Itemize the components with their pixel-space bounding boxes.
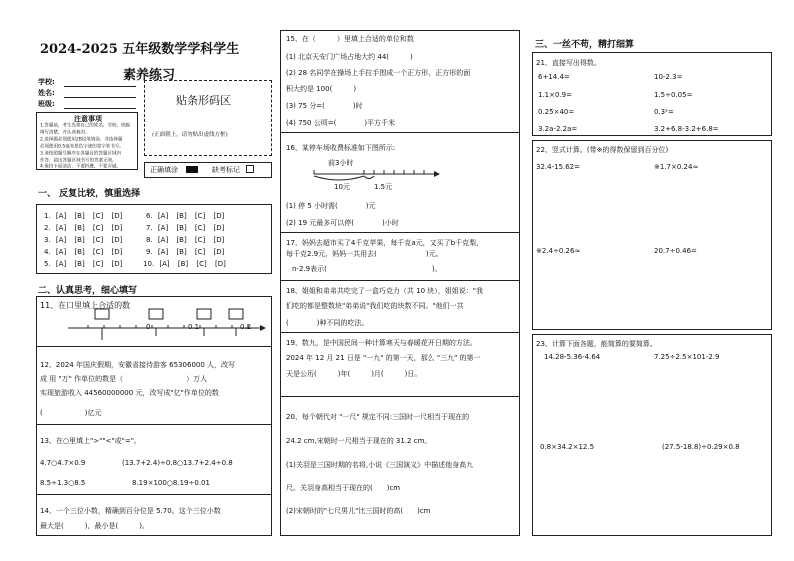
barcode-label: 贴条形码区 bbox=[176, 94, 231, 107]
q13-item-2[interactable]: (13.7+2.4)÷0.8○13.7+2.4÷0.8 bbox=[122, 459, 233, 467]
note-line: 必须使用0.5毫米黑色字迹的签字笔书写。 bbox=[40, 144, 124, 149]
q15-divider bbox=[280, 132, 520, 133]
q11-title: 11、在口里填上合适的数 bbox=[40, 301, 131, 310]
q17-line: n-2.9表示( )。 bbox=[292, 265, 442, 273]
choice-number: 1. bbox=[44, 212, 51, 220]
q13-item-3[interactable]: 8.5÷1.3○8.5 bbox=[40, 479, 86, 487]
choice-d: [D] bbox=[111, 248, 123, 256]
section2-title: 二、认真思考，细心填写 bbox=[38, 286, 138, 296]
q12-line: ( )亿元 bbox=[40, 409, 102, 417]
q20-line: 尺。关羽身高相当于现在的( )cm bbox=[286, 484, 401, 492]
choice-c: [C] bbox=[194, 212, 206, 220]
q22-item[interactable]: ※1.7×0.24≈ bbox=[654, 163, 699, 171]
q19-line: 天是公历( )年( )月( )日。 bbox=[286, 370, 422, 378]
choice-row-2[interactable] bbox=[44, 223, 122, 233]
q15-line: 积大约是 100( ) bbox=[286, 85, 357, 93]
q20-line: (1)关羽是三国时期的名将,小说《三国演义》中描述他身高九 bbox=[286, 461, 474, 469]
choice-d: [D] bbox=[213, 224, 225, 232]
choice-row-8[interactable] bbox=[146, 235, 224, 245]
q18-line: 18、姐姐和弟弟共吃完了一盒巧克力（共 10 块），姐姐说："我 bbox=[286, 287, 483, 295]
choice-a: [A] bbox=[55, 236, 67, 244]
choice-c: [C] bbox=[92, 236, 104, 244]
field-name-line[interactable] bbox=[64, 97, 136, 98]
choice-d: [D] bbox=[111, 224, 123, 232]
q13-item-4[interactable]: 8.19×100○8.19÷0.01 bbox=[132, 479, 210, 487]
choice-row-4[interactable] bbox=[44, 247, 122, 257]
correct-fill-label: 正确填涂 bbox=[150, 166, 178, 174]
q23-item[interactable]: 14.28-5.36-4.64 bbox=[544, 353, 601, 361]
q21-item[interactable]: 10-2.3= bbox=[654, 73, 683, 81]
choice-b: [B] bbox=[74, 260, 85, 268]
field-class-line[interactable] bbox=[64, 108, 136, 109]
note-line: 2.选择题必须使用2B铅笔填涂；非选择题 bbox=[40, 137, 123, 142]
note-line: 作答，超出答题区域书写的答案无效。 bbox=[40, 158, 117, 163]
section1-title: 一、 反复比较，慎重选择 bbox=[38, 189, 141, 199]
correct-fill-sample bbox=[186, 166, 198, 173]
choice-d: [D] bbox=[111, 236, 123, 244]
q22-title: 22、竖式计算。(带※的得数保留到百分位) bbox=[536, 146, 669, 154]
q23-title: 23、计算下面各题，能简算的要简算。 bbox=[536, 340, 657, 348]
choice-a: [A] bbox=[157, 212, 169, 220]
choice-c: [C] bbox=[92, 248, 104, 256]
choice-a: [A] bbox=[55, 224, 67, 232]
choice-d: [D] bbox=[213, 236, 225, 244]
q23-box bbox=[532, 334, 772, 536]
note-line: 填写清楚，并认真核对。 bbox=[40, 130, 90, 135]
q15-line: (1) 北京天安门广场占地大约 44( ) bbox=[286, 53, 413, 61]
q12-line: 实现旅游收入 44560000000 元，改写成"亿"作单位的数 bbox=[40, 389, 219, 397]
q11-divider bbox=[36, 346, 272, 347]
q15-line: (2) 28 名同学在操场上手拉手围成一个正方形，正方形的面 bbox=[286, 69, 471, 77]
q11-tick-0.1: 0.1 bbox=[188, 323, 200, 331]
q12-divider bbox=[36, 424, 272, 425]
q14-line: 14、一个三位小数，精确到百分位是 5.70。这个三位小数 bbox=[40, 507, 221, 515]
q11-tick-0.2: 0.2 bbox=[240, 323, 252, 331]
field-name-label: 姓名: bbox=[38, 89, 55, 97]
choice-b: [B] bbox=[176, 212, 187, 220]
choice-a: [A] bbox=[55, 212, 67, 220]
choice-row-9[interactable] bbox=[146, 247, 224, 257]
q16-title: 16、某停车场收费标准如下图所示: bbox=[286, 144, 396, 152]
choice-b: [B] bbox=[176, 224, 187, 232]
note-line: 1.答题前，考生先将自己的姓名、学校、班级 bbox=[40, 123, 130, 128]
field-school-line[interactable] bbox=[64, 86, 136, 87]
q13-divider bbox=[36, 494, 272, 495]
absent-mark-label: 缺考标记 bbox=[212, 166, 240, 174]
q17-divider bbox=[280, 280, 520, 281]
choice-b: [B] bbox=[74, 224, 85, 232]
q21-item[interactable]: 1.5÷0.05= bbox=[654, 91, 693, 99]
choice-a: [A] bbox=[157, 236, 169, 244]
choice-d: [D] bbox=[214, 260, 226, 268]
q21-title: 21、直接写出得数。 bbox=[536, 59, 601, 67]
choice-d: [D] bbox=[213, 248, 225, 256]
q20-line: (2)宋朝时的"七尺男儿"比三国时的高( )cm bbox=[286, 507, 431, 515]
choice-number: 5. bbox=[44, 260, 51, 268]
choice-row-10[interactable] bbox=[143, 259, 226, 269]
q16-label-10yuan: 10元 bbox=[334, 183, 350, 191]
choice-b: [B] bbox=[74, 248, 85, 256]
q16-divider bbox=[280, 232, 520, 233]
q16-label-1.5yuan: 1.5元 bbox=[374, 183, 393, 191]
choice-a: [A] bbox=[157, 224, 169, 232]
note-line: 4.保持卡面清洁，不要折叠、不要弄破。 bbox=[40, 164, 121, 169]
choice-a: [A] bbox=[159, 260, 170, 268]
q18-line: ( )种不同的吃法。 bbox=[286, 319, 369, 327]
q21-item[interactable]: 6+14.4= bbox=[538, 73, 570, 81]
choice-c: [C] bbox=[92, 260, 104, 268]
q23-item[interactable]: 0.8×34.2×12.5 bbox=[540, 443, 595, 451]
q11-tick-0: 0 bbox=[146, 323, 151, 331]
choice-c: [C] bbox=[92, 212, 104, 220]
q14-line: 最大是( )，最小是( )。 bbox=[40, 522, 149, 530]
field-class-label: 班级: bbox=[38, 100, 55, 108]
q17-line: 每千克2.9元，妈妈一共用去( )元。 bbox=[286, 250, 443, 258]
choice-row-7[interactable] bbox=[146, 223, 224, 233]
choice-c: [C] bbox=[194, 248, 206, 256]
field-school-label: 学校: bbox=[38, 78, 55, 86]
q19-line: 2024 年 12 月 21 日是 "一九" 的第一天，那么 "三九" 的第一 bbox=[286, 354, 481, 362]
q21-item[interactable]: 0.3²= bbox=[654, 108, 674, 116]
q12-line: 12、2024 年国庆假期，安徽省接待游客 65306000 人，改写 bbox=[40, 361, 236, 369]
choice-c: [C] bbox=[196, 260, 207, 268]
q21-item[interactable]: 3.2a-2.2a= bbox=[538, 125, 578, 133]
choice-number: 9. bbox=[146, 248, 153, 256]
choice-c: [C] bbox=[194, 224, 206, 232]
choice-c: [C] bbox=[92, 224, 104, 232]
q19-line: 19、数九，是中国民间一种计算寒天与春暖花开日期的方法。 bbox=[286, 339, 477, 347]
q21-item[interactable]: 0.25×40= bbox=[538, 108, 575, 116]
q21-item[interactable]: 3.2+6.8-3.2+6.8= bbox=[654, 125, 719, 133]
choice-d: [D] bbox=[213, 212, 225, 220]
q15-line: (4) 750 公顷=( )平方千米 bbox=[286, 119, 396, 127]
q15-title: 15、在（ ）里填上合适的单位和数 bbox=[286, 35, 414, 43]
choice-row-5[interactable] bbox=[44, 259, 122, 269]
choice-a: [A] bbox=[55, 260, 67, 268]
choice-number: 10. bbox=[143, 260, 155, 268]
choice-a: [A] bbox=[55, 248, 67, 256]
note-line: 3.请按照题号顺序在各题目的答题区域内 bbox=[40, 151, 121, 156]
q20-line: 20、每个朝代对 "一尺" 规定不同:三国时一尺相当于现在的 bbox=[286, 413, 470, 421]
q18-line: 们吃的都是整数块"弟弟说"我们吃的块数不同。"他们一共 bbox=[286, 302, 464, 310]
q18-divider bbox=[280, 332, 520, 333]
q11-number-line bbox=[38, 308, 270, 344]
choice-number: 8. bbox=[146, 236, 153, 244]
q22-item[interactable]: 32.4-15.62= bbox=[536, 163, 581, 171]
q16-line: (2) 19 元最多可以停( )小时 bbox=[286, 219, 399, 227]
absent-mark-checkbox[interactable] bbox=[246, 165, 254, 173]
choice-number: 3. bbox=[44, 236, 51, 244]
choice-d: [D] bbox=[111, 212, 123, 220]
choice-row-6[interactable] bbox=[146, 211, 224, 221]
choice-a: [A] bbox=[157, 248, 169, 256]
choice-number: 2. bbox=[44, 224, 51, 232]
choice-number: 7. bbox=[146, 224, 153, 232]
exam-title-line1: 2024-2025 五年级数学学科学生 bbox=[40, 42, 240, 57]
q23-item[interactable]: 7.25÷2.5×101-2.9 bbox=[654, 353, 720, 361]
q22-item[interactable]: ※2.4÷0.26≈ bbox=[536, 247, 581, 255]
notes-title: 注意事项 bbox=[74, 115, 102, 123]
q23-item[interactable]: (27.5-18.8)÷0.29×0.8 bbox=[662, 443, 740, 451]
choice-row-1[interactable] bbox=[44, 211, 122, 221]
q19-divider bbox=[280, 396, 520, 397]
q20-line: 24.2 cm,宋朝时一尺相当于现在的 31.2 cm。 bbox=[286, 437, 432, 445]
q13-title: 13、在○里填上">""<"或"="。 bbox=[40, 437, 141, 445]
choice-b: [B] bbox=[177, 260, 189, 268]
q21-item[interactable]: 1.1×0.9= bbox=[538, 91, 572, 99]
q17-line: 17、妈妈去超市买了4千克苹果，每千克a元，又买了b千克梨， bbox=[286, 239, 484, 247]
barcode-note: (正面朝上，请勿贴出虚线方框) bbox=[152, 132, 228, 138]
choice-c: [C] bbox=[194, 236, 206, 244]
section3-title: 三、一丝不苟，精打细算 bbox=[535, 40, 635, 50]
choice-b: [B] bbox=[176, 248, 187, 256]
exam-title-line2: 素养练习 bbox=[123, 68, 176, 83]
choice-row-3[interactable] bbox=[44, 235, 122, 245]
q12-line: 成 用 "万" 作单位的数是（ ）万人 bbox=[40, 375, 208, 383]
q22-item[interactable]: 20.7÷0.46= bbox=[654, 247, 697, 255]
q16-label-first3h: 前3小时 bbox=[328, 159, 354, 167]
q16-line: (1) 停 5 小时需( )元 bbox=[286, 202, 376, 210]
q13-item-1[interactable]: 4.7○4.7×0.9 bbox=[40, 459, 86, 467]
choice-d: [D] bbox=[111, 260, 123, 268]
choice-b: [B] bbox=[176, 236, 187, 244]
choice-b: [B] bbox=[74, 236, 85, 244]
choice-number: 6. bbox=[146, 212, 153, 220]
choice-b: [B] bbox=[74, 212, 85, 220]
q15-line: (3) 75 分=( )时 bbox=[286, 102, 363, 110]
choice-number: 4. bbox=[44, 248, 51, 256]
